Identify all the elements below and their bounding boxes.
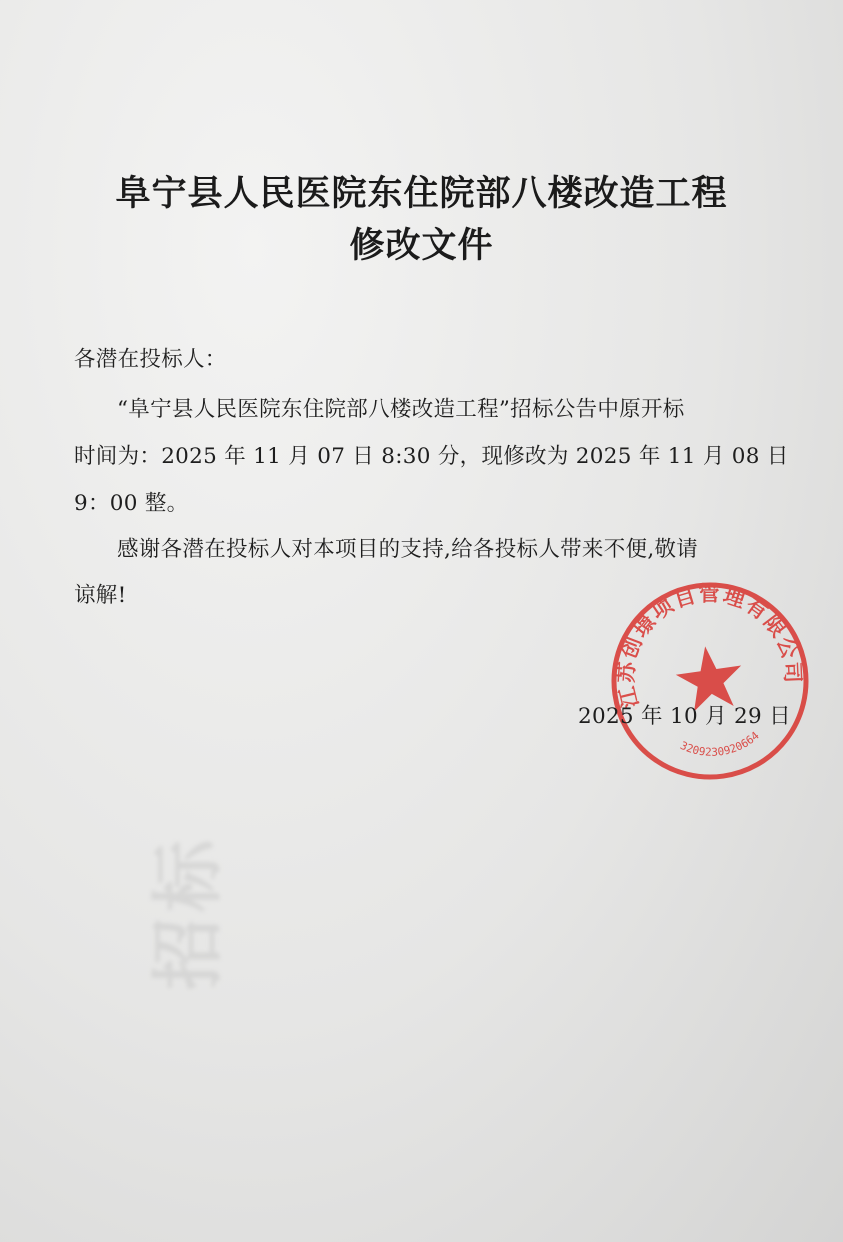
salutation: 各潜在投标人： <box>74 347 227 372</box>
document-date: 2025 年 10 月 29 日 <box>578 704 791 729</box>
document-title: 阜宁县人民医院东住院部八楼改造工程 <box>115 173 728 214</box>
document-subtitle: 修改文件 <box>349 225 494 266</box>
paragraph-1-line-3: 9：00 整。 <box>74 491 189 516</box>
company-seal <box>594 565 827 798</box>
bleed-through-text: 招标 <box>146 833 230 990</box>
paragraph-1-line-1: “阜宁县人民医院东住院部八楼改造工程”招标公告中原开标 <box>117 397 685 422</box>
paragraph-2-line-1: 感谢各潜在投标人对本项目的支持,给各投标人带来不便,敬请 <box>117 537 699 562</box>
paragraph-1-line-2: 时间为：2025 年 11 月 07 日 8:30 分，现修改为 2025 年 11 月 08 日 <box>74 444 789 469</box>
seal-arc-text: 江苏创璟项目管理有限公司 <box>613 581 805 711</box>
seal-code: 3209230920664 <box>678 729 762 759</box>
paragraph-2-line-2: 谅解! <box>74 583 127 608</box>
